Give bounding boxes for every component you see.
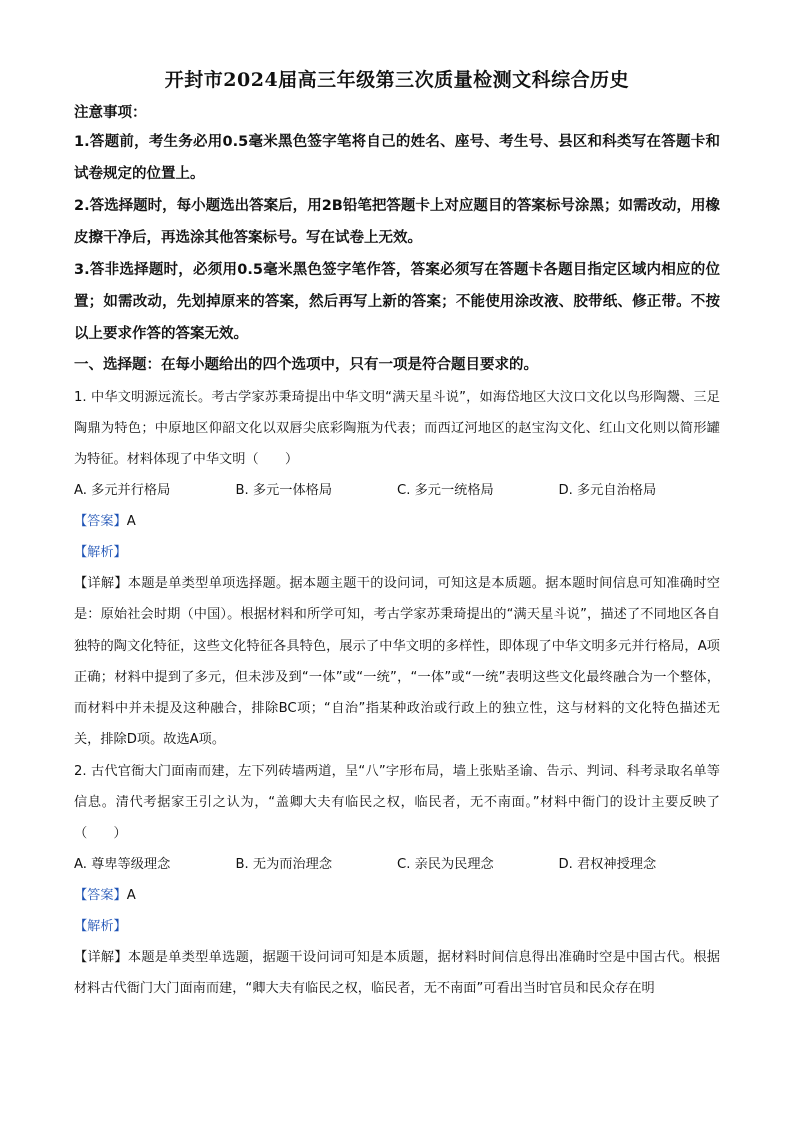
question-2-option-a: A. 尊卑等级理念	[74, 856, 171, 872]
question-1-option-b: B. 多元一体格局	[235, 483, 333, 498]
analysis-label: 【解析】	[74, 918, 127, 934]
question-1-options	[74, 475, 720, 506]
question-1-option-c: C. 多元一统格局	[397, 483, 494, 498]
question-2-option-b: B. 无为而治理念	[235, 856, 333, 872]
document-title: 开封市2024届高三年级第三次质量检测文科综合历史	[164, 69, 630, 91]
question-2-analysis-heading	[74, 911, 720, 942]
notice-item-1: 1.答题前，考生务必用0.5毫米黑色签字笔将自己的姓名、座号、考生号、县区和科类写在答题卡和试卷规定的位置上。	[74, 134, 720, 182]
question-2-detail	[74, 942, 720, 1005]
question-1-stem: 1. 中华文明源远流长。考古学家苏秉琦提出中华文明“满天星斗说”，如海岱地区大汶口文化以鸟形陶鬶、三足陶鼎为特色；中原地区仰韶文化以双唇尖底彩陶瓶为代表；而西辽河地区的赵宝沟文化、红山文化则以简形罐为特征。材料体现了中华文明（ ）	[74, 390, 720, 467]
question-1-answer	[74, 506, 720, 537]
answer-value: A	[126, 514, 136, 529]
analysis-label: 【解析】	[74, 545, 127, 560]
question-2-options	[74, 849, 720, 880]
question-1-option-a: A. 多元并行格局	[74, 483, 171, 498]
answer-label: 【答案】	[74, 887, 127, 903]
question-2-option-d: D. 君权神授理念	[558, 856, 657, 872]
notice-item-2: 2.答选择题时，每小题选出答案后，用2B铅笔把答题卡上对应题目的答案标号涂黑；如需改动，用橡皮擦干净后，再选涂其他答案标号。写在试卷上无效。	[74, 198, 720, 246]
answer-value: A	[126, 887, 136, 903]
notice-item-3: 3.答非选择题时，必须用0.5毫米黑色签字笔作答，答案必须写在答题卡各题目指定区域内相应的位置；如需改动，先划掉原来的答案，然后再写上新的答案；不能使用涂改液、胶带纸、修正带。不按以上要求作答的答案无效。	[74, 262, 720, 342]
section-heading: 一、选择题：在每小题给出的四个选项中，只有一项是符合题目要求的。	[74, 357, 538, 373]
question-2-answer	[74, 880, 720, 911]
detail-label: 【详解】	[74, 576, 128, 591]
notice-heading: 注意事项：	[74, 105, 147, 121]
question-1-option-d: D. 多元自治格局	[558, 483, 657, 498]
question-2-stem: 2. 古代官衙大门面南而建，左下列砖墙两道，呈“八”字形布局，墙上张贴圣谕、告示、判词、科考录取名单等信息。清代考据家王引之认为，“盖卿大夫有临民之权，临民者，无不南面。”材料中衙门的设计主要反映了（ ）	[74, 763, 720, 841]
question-1-analysis-heading	[74, 537, 720, 568]
question-2-option-c: C. 亲民为民理念	[397, 856, 494, 872]
detail-label: 【详解】	[74, 949, 128, 965]
detail-text: 本题是单类型单项选择题。据本题主题干的设问词，可知这是本质题。据本题时间信息可知准确时空是：原始社会时期（中国）。根据材料和所学可知，考古学家苏秉琦提出的“满天星斗说”，描述了不同地区各自独特的陶文化特征，这些文化特征各具特色，展示了中华文明的多样性，即体现了中华文明多元并行格局，A项正确；材料中提到了多元，但未涉及到“一体”或“一统”，“一体”或“一统”表明这些文化最终融合为一个整体，而材料中并未提及这种融合，排除BC项；“自治”指某种政治或行政上的独立性，这与材料的文化特色描述无关，排除D项。故选A项。	[74, 576, 720, 748]
question-1-detail	[74, 568, 720, 756]
answer-label: 【答案】	[74, 514, 127, 529]
detail-text: 本题是单类型单选题，据题干设问词可知是本质题，据材料时间信息得出准确时空是中国古代。根据材料古代衙门大门面南而建，“卿大夫有临民之权，临民者，无不南面”可看出当时官员和民众存在明	[74, 949, 720, 997]
